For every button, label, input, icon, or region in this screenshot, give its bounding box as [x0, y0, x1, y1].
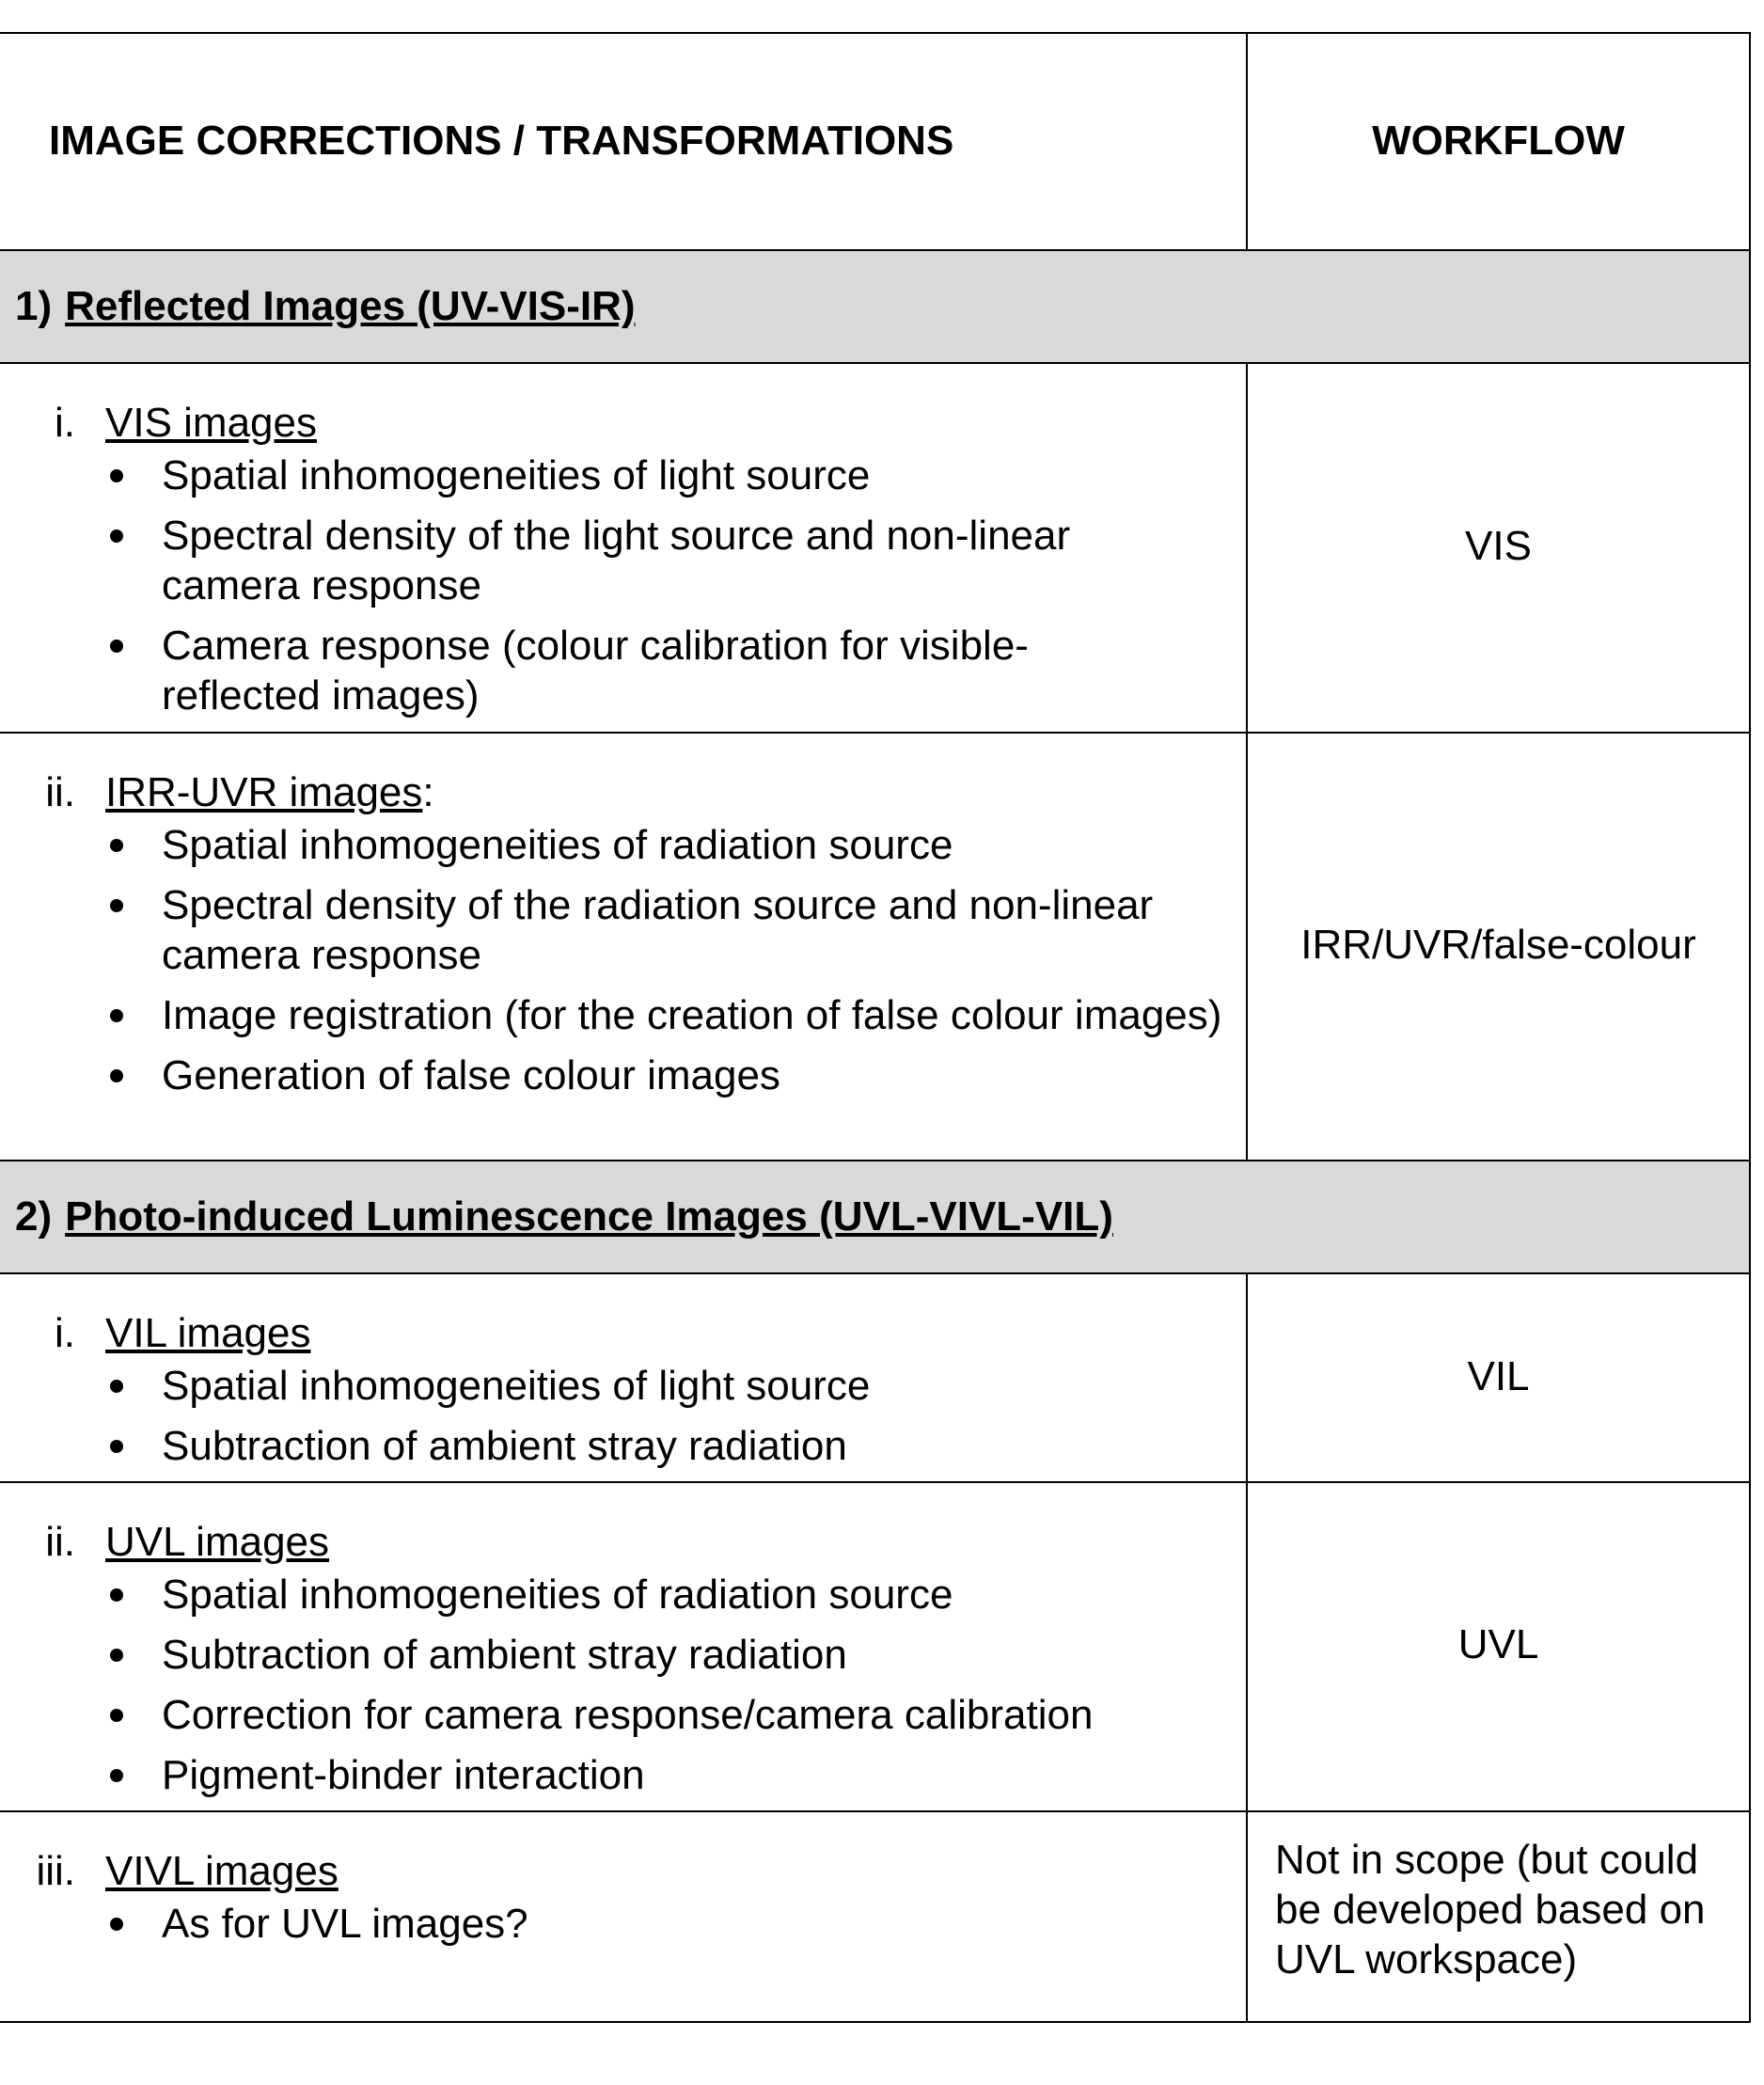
section-title [15, 283, 636, 330]
bullet-icon [110, 1009, 123, 1022]
table-row [0, 734, 1749, 1161]
table-row [0, 1274, 1749, 1483]
list-item: As for UVL images? [0, 1899, 1147, 1949]
bullet-icon [110, 1649, 123, 1662]
item-label: VIS images [105, 400, 317, 446]
bullet-list [0, 820, 1222, 1111]
bullet-icon [110, 640, 123, 653]
workflow-cell: IRR/UVR/false-colour [1300, 922, 1696, 968]
list-item: Spatial inhomogeneities of light source [0, 1361, 1147, 1411]
corrections-table [0, 32, 1751, 2023]
list-item: Spatial inhomogeneities of radiation source [0, 1570, 1147, 1619]
list-item: Spatial inhomogeneities of light source [0, 450, 1147, 500]
bullet-icon [110, 1440, 123, 1453]
bullet-icon [110, 1918, 123, 1931]
bullet-list [0, 1361, 1147, 1481]
bullet-icon [110, 1709, 123, 1722]
item-roman: i. [55, 1310, 75, 1356]
bullet-icon [110, 1588, 123, 1602]
bullet-list [0, 1899, 1147, 1959]
workflow-cell: Not in scope (but could be developed based on UVL workspace) [1275, 1837, 1706, 1982]
item-roman: iii. [36, 1848, 75, 1894]
table-row [0, 1483, 1749, 1812]
header-workflow: WORKFLOW [1372, 118, 1625, 164]
list-item: Image registration (for the creation of false colour images) [0, 990, 1222, 1040]
section-title-text: Reflected Images (UV-VIS-IR) [65, 283, 636, 329]
workflow-cell: VIS [1465, 523, 1532, 569]
workflow-cell: VIL [1467, 1353, 1530, 1399]
item-label: VIL images [105, 1310, 311, 1356]
list-item: Spatial inhomogeneities of radiation source [0, 820, 1222, 870]
section-row [0, 1161, 1749, 1274]
section-number: 1) [15, 283, 53, 329]
header-corrections: IMAGE CORRECTIONS / TRANSFORMATIONS [49, 118, 954, 164]
table-row [0, 364, 1749, 734]
list-item: Spectral density of the radiation source and non-linear camera response [0, 880, 1222, 980]
workflow-cell: UVL [1457, 1621, 1539, 1667]
table-row [0, 1812, 1749, 2021]
section-number: 2) [15, 1193, 53, 1240]
bullet-icon [110, 839, 123, 852]
bullet-icon [110, 1069, 123, 1082]
bullet-icon [110, 899, 123, 912]
table-header-row [0, 34, 1749, 251]
bullet-list [0, 1570, 1147, 1810]
list-item: Pigment-binder interaction [0, 1750, 1147, 1800]
list-item: Correction for camera response/camera calibration [0, 1690, 1147, 1740]
list-item: Spectral density of the light source and non-linear camera response [0, 511, 1147, 610]
section-row [0, 251, 1749, 364]
bullet-icon [110, 469, 123, 482]
bullet-icon [110, 529, 123, 543]
item-roman: i. [55, 400, 75, 446]
item-roman: ii. [45, 1519, 75, 1565]
item-label: IRR-UVR images: [105, 769, 434, 815]
bullet-icon [110, 1769, 123, 1782]
list-item: Subtraction of ambient stray radiation [0, 1421, 1147, 1471]
item-label: UVL images [105, 1519, 330, 1565]
item-label: VIVL images [105, 1848, 339, 1894]
list-item: Camera response (colour calibration for visible-reflected images) [0, 621, 1147, 720]
bullet-list [0, 450, 1147, 731]
list-item: Generation of false colour images [0, 1050, 1222, 1100]
section-title [15, 1193, 1113, 1240]
item-roman: ii. [45, 769, 75, 815]
bullet-icon [110, 1380, 123, 1393]
list-item: Subtraction of ambient stray radiation [0, 1630, 1147, 1680]
section-title-text: Photo-induced Luminescence Images (UVL-VIVL-VIL) [65, 1193, 1113, 1240]
